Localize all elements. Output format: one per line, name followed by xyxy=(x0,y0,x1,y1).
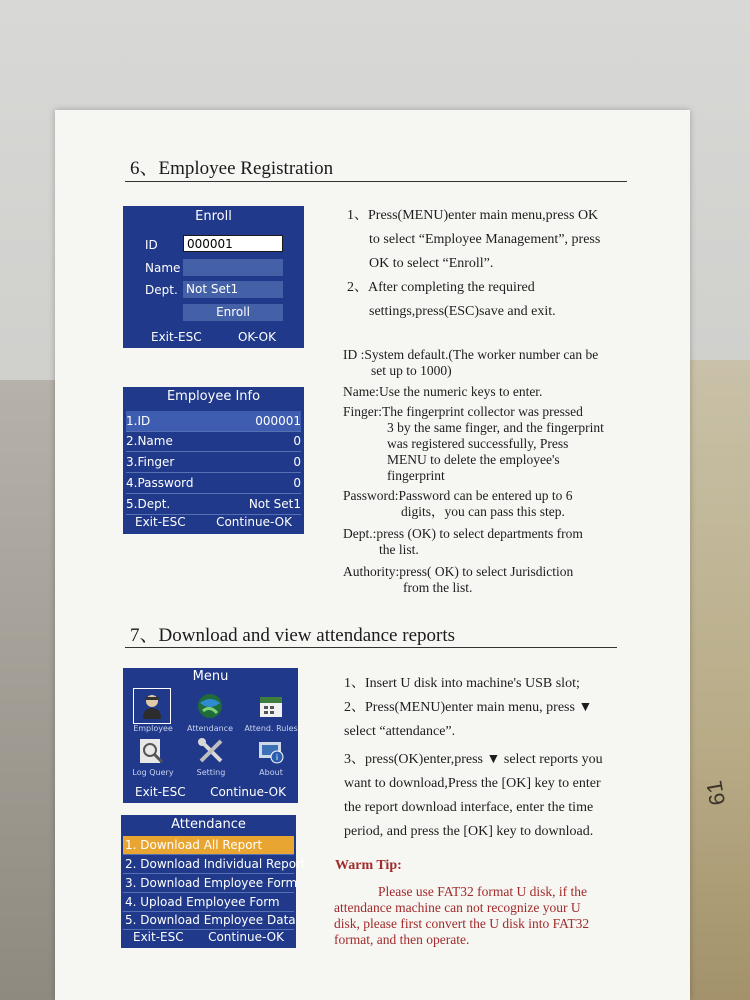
info-row-value: 0 xyxy=(293,434,301,448)
menu-caption: Attend. Rules xyxy=(244,724,298,733)
field-definitions xyxy=(343,347,604,596)
warm-tip-line: format, and then operate. xyxy=(334,932,470,947)
info-row-value: 0 xyxy=(293,455,301,469)
name-field[interactable] xyxy=(183,259,283,276)
menu-caption: Setting xyxy=(196,768,226,777)
definition-line: fingerprint xyxy=(387,468,445,483)
exit-esc-softkey[interactable]: Exit-ESC xyxy=(151,330,202,344)
ok-softkey[interactable]: OK-OK xyxy=(237,330,276,344)
step-line: the report download interface, enter the time xyxy=(344,800,594,815)
employee-info-screen xyxy=(123,387,304,534)
exit-esc-softkey[interactable]: Exit-ESC xyxy=(133,930,184,944)
info-row-label: 3.Finger xyxy=(126,455,175,469)
attendance-menu-item[interactable]: 4. Upload Employee Form xyxy=(123,893,294,912)
definition-line: 3 by the same finger, and the fingerprint xyxy=(387,420,604,435)
name-label: Name xyxy=(145,261,181,275)
info-icon[interactable] xyxy=(256,736,286,766)
background-left xyxy=(0,380,60,1000)
section-6-rule xyxy=(125,181,627,182)
menu-caption: Log Query xyxy=(132,768,174,777)
dept-label: Dept. xyxy=(145,283,178,297)
attendance-screen-title: Attendance xyxy=(171,817,246,832)
section-7-rule xyxy=(125,647,617,648)
menu-item-employee[interactable] xyxy=(133,688,171,724)
warm-tip-line: Please use FAT32 format U disk, if the xyxy=(378,884,587,899)
menu-caption: Employee xyxy=(133,724,173,733)
step-line: 2、After completing the required xyxy=(347,280,535,295)
attendance-menu-item[interactable]: 2. Download Individual Report xyxy=(123,855,294,874)
warm-tip-line: disk, please first convert the U disk into FAT32 xyxy=(334,916,590,931)
calendar-icon[interactable] xyxy=(256,691,286,721)
attendance-screen xyxy=(121,815,306,948)
definition-line: the list. xyxy=(379,542,419,557)
step-line: 1、Press(MENU)enter main menu,press OK xyxy=(347,208,599,223)
menu-screen-footer xyxy=(123,785,298,799)
enroll-screen-title: Enroll xyxy=(195,209,232,224)
definition-line: from the list. xyxy=(403,580,473,595)
definition-line: Finger:The fingerprint collector was pressed xyxy=(343,404,583,419)
menu-caption: About xyxy=(259,768,283,777)
step-line: settings,press(ESC)save and exit. xyxy=(369,304,556,319)
info-row-label: 4.Password xyxy=(126,476,194,490)
employee-info-footer xyxy=(123,515,304,529)
info-row-value: 0 xyxy=(293,476,301,490)
warm-tip-title: Warm Tip: xyxy=(335,858,402,873)
warm-tip-line: attendance machine can not recognize your U xyxy=(334,900,581,915)
definition-line: was registered successfully, Press xyxy=(387,436,569,451)
attendance-menu-item[interactable]: 3. Download Employee Form xyxy=(123,874,294,893)
svg-text:i: i xyxy=(275,753,279,762)
info-row-finger[interactable] xyxy=(126,452,301,473)
definition-line: digits，you can pass this step. xyxy=(401,504,565,519)
info-row-value: Not Set1 xyxy=(248,497,301,511)
info-row-label: 5.Dept. xyxy=(126,497,171,511)
step-line: 1、Insert U disk into machine's USB slot; xyxy=(344,676,580,691)
section-7-steps xyxy=(344,672,603,844)
menu-screen xyxy=(123,668,298,803)
info-row-label: 1.ID xyxy=(126,414,151,428)
step-line: want to download,Press the [OK] key to enter xyxy=(344,776,601,791)
step-line: select “attendance”. xyxy=(344,724,456,739)
person-icon xyxy=(137,691,167,721)
definition-line: Name:Use the numeric keys to enter. xyxy=(343,384,543,399)
exit-esc-softkey[interactable]: Exit-ESC xyxy=(135,785,186,799)
definition-line: MENU to delete the employee's xyxy=(387,452,560,467)
definition-line: set up to 1000) xyxy=(371,363,452,378)
enroll-button[interactable]: Enroll xyxy=(183,304,283,321)
section-6-title: 6、Employee Registration xyxy=(130,158,334,179)
continue-ok-softkey[interactable]: Continue-OK xyxy=(208,930,284,944)
tools-icon[interactable] xyxy=(196,736,226,766)
info-row-value: 000001 xyxy=(255,414,301,428)
background-right xyxy=(690,360,750,1000)
menu-screen-title: Menu xyxy=(192,669,229,684)
step-line: period, and press the [OK] key to download. xyxy=(344,824,594,839)
definition-line: Dept.:press (OK) to select departments from xyxy=(343,526,583,541)
exit-esc-softkey[interactable]: Exit-ESC xyxy=(135,515,186,529)
step-line: 3、press(OK)enter,press ▼ select reports you xyxy=(344,752,603,767)
globe-icon[interactable] xyxy=(195,691,225,721)
attendance-menu-item[interactable]: 5. Download Employee Data xyxy=(123,911,294,930)
info-row-dept[interactable] xyxy=(126,494,301,515)
continue-ok-softkey[interactable]: Continue-OK xyxy=(216,515,292,529)
info-row-label: 2.Name xyxy=(126,434,173,448)
attendance-screen-footer xyxy=(121,930,296,944)
info-row-name[interactable] xyxy=(126,431,301,452)
section-7-title: 7、Download and view attendance reports xyxy=(130,625,456,646)
section-6-steps xyxy=(347,204,600,324)
definition-line: Password:Password can be entered up to 6 xyxy=(343,488,573,503)
definition-line: ID :System default.(The worker number can be xyxy=(343,347,599,362)
definition-line: Authority:press( OK) to select Jurisdiction xyxy=(343,564,574,579)
menu-caption: Attendance xyxy=(187,724,233,733)
info-row-password[interactable] xyxy=(126,473,301,494)
enroll-screen-footer xyxy=(123,330,304,344)
step-line: OK to select “Enroll”. xyxy=(369,256,494,271)
warm-tip-text xyxy=(334,884,589,948)
dept-field[interactable]: Not Set1 xyxy=(183,281,283,298)
id-field[interactable]: 000001 xyxy=(183,235,283,252)
continue-ok-softkey[interactable]: Continue-OK xyxy=(210,785,286,799)
id-label: ID xyxy=(145,238,158,252)
employee-info-title: Employee Info xyxy=(166,389,261,404)
step-line: 2、Press(MENU)enter main menu, press ▼ xyxy=(344,700,593,715)
magnifier-icon[interactable] xyxy=(137,736,167,766)
attendance-menu-item[interactable]: 1. Download All Report xyxy=(123,836,294,855)
step-line: to select “Employee Management”, press xyxy=(369,232,601,247)
enroll-screen xyxy=(123,206,304,348)
info-row-id[interactable] xyxy=(126,411,301,432)
page-number: 61 xyxy=(701,778,731,808)
